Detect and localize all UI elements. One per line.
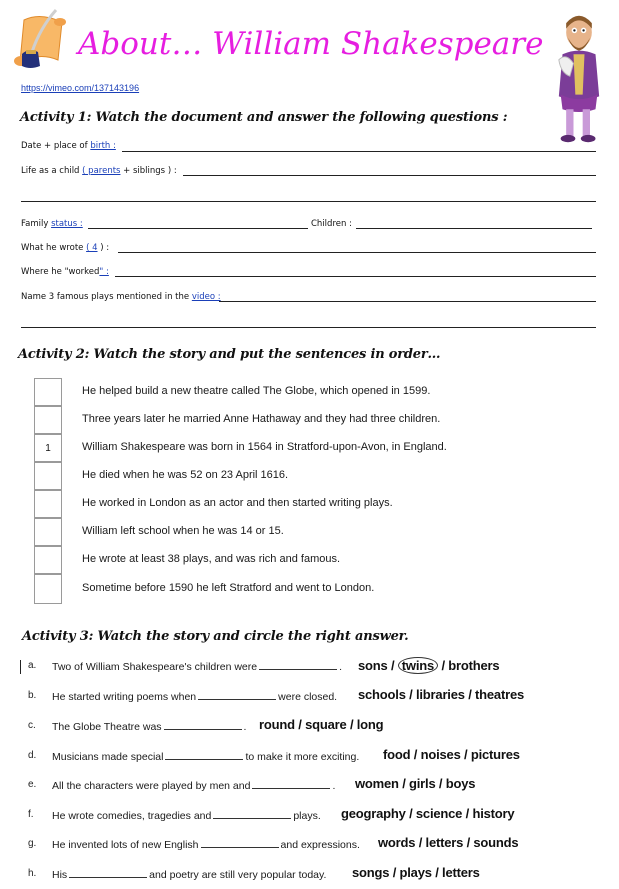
- order-box[interactable]: [34, 378, 62, 406]
- question-children: Children :: [311, 219, 352, 229]
- item-sentence: He wrote comedies, tragedies and plays.: [52, 810, 321, 822]
- item-sentence: All the characters were played by men and .: [52, 780, 336, 792]
- order-box[interactable]: [34, 462, 62, 490]
- question-family-status: Family status :: [21, 219, 83, 229]
- order-sentence: Sometime before 1590 he left Stratford and went to London.: [82, 582, 375, 594]
- answer-option[interactable]: letters: [425, 835, 464, 850]
- answer-option[interactable]: libraries: [415, 687, 465, 702]
- order-sentence: Three years later he married Anne Hathaway and they had three children.: [82, 413, 441, 425]
- answer-options: women / girls / boys: [355, 776, 476, 791]
- answer-line-children[interactable]: [356, 228, 592, 229]
- question-what-wrote: What he wrote ( 4 ) :: [21, 243, 110, 253]
- order-sentence: William left school when he was 14 or 15.: [82, 525, 284, 537]
- item-sentence: The Globe Theatre was .: [52, 721, 247, 733]
- order-sentence: William Shakespeare was born in 1564 in Stratford-upon-Avon, in England.: [82, 441, 447, 453]
- item-sentence: He started writing poems when were closed.: [52, 691, 338, 703]
- item-label: a.: [28, 660, 37, 671]
- item-label: e.: [28, 779, 37, 790]
- answer-line-family-status[interactable]: [88, 228, 308, 229]
- order-sentence: He helped build a new theatre called The Globe, which opened in 1599.: [82, 385, 431, 397]
- answer-options: food / noises / pictures: [383, 747, 520, 762]
- item-sentence: Musicians made special to make it more exciting.: [52, 751, 360, 763]
- item-sentence: His and poetry are still very popular today.: [52, 869, 327, 881]
- order-sentence: He worked in London as an actor and then started writing plays.: [82, 497, 393, 509]
- order-box[interactable]: 1: [34, 434, 62, 462]
- order-box[interactable]: [34, 406, 62, 434]
- question-childhood: Life as a child ( parents + siblings ) :: [21, 166, 177, 176]
- question-famous-plays: Name 3 famous plays mentioned in the video :: [21, 292, 221, 302]
- item-sentence: Two of William Shakespeare's children were .: [52, 661, 343, 673]
- answer-options: sons / twins / brothers: [358, 658, 500, 673]
- item-sentence: He invented lots of new English and expressions.: [52, 839, 360, 851]
- order-box[interactable]: [34, 490, 62, 518]
- answer-options: songs / plays / letters: [352, 865, 480, 880]
- text-cursor: [20, 660, 21, 674]
- shakespeare-character-icon: [546, 6, 612, 152]
- answer-options: words / letters / sounds: [378, 835, 519, 850]
- order-sentence: He wrote at least 38 plays, and was rich and famous.: [82, 553, 341, 565]
- answer-options: round / square / long: [259, 717, 384, 732]
- answer-option[interactable]: square: [305, 717, 347, 732]
- answer-option[interactable]: science: [415, 806, 463, 821]
- answer-line-childhood-2[interactable]: [21, 201, 596, 202]
- item-label: d.: [28, 750, 37, 761]
- answer-line-famous-plays[interactable]: [219, 301, 596, 302]
- question-birth: Date + place of birth :: [21, 141, 116, 151]
- circled-answer[interactable]: twins: [398, 657, 438, 674]
- answer-line-birth[interactable]: [122, 151, 596, 152]
- activity2-heading: Activity 2: Watch the story and put the sentences in order…: [18, 347, 441, 362]
- order-box[interactable]: [34, 546, 62, 574]
- question-where-worked: Where he "worked" :: [21, 267, 109, 277]
- answer-option[interactable]: noises: [420, 747, 461, 762]
- activity3-heading: Activity 3: Watch the story and circle the right answer.: [22, 629, 409, 644]
- scroll-quill-icon: [10, 8, 70, 74]
- answer-line-childhood[interactable]: [183, 175, 596, 176]
- answer-line-where-worked[interactable]: [115, 276, 596, 277]
- activity1-heading: Activity 1: Watch the document and answer the following questions :: [20, 110, 508, 125]
- item-label: f.: [28, 809, 34, 820]
- answer-line-what-wrote[interactable]: [118, 252, 596, 253]
- answer-option[interactable]: plays: [399, 865, 432, 880]
- page-title: About… William Shakespeare: [78, 26, 544, 62]
- answer-options: schools / libraries / theatres: [358, 687, 525, 702]
- item-label: c.: [28, 720, 36, 731]
- item-label: h.: [28, 868, 37, 879]
- video-link[interactable]: https://vimeo.com/137143196: [21, 83, 140, 93]
- item-label: g.: [28, 838, 37, 849]
- answer-options: geography / science / history: [341, 806, 515, 821]
- item-label: b.: [28, 690, 37, 701]
- answer-option[interactable]: girls: [409, 776, 436, 791]
- order-box[interactable]: [34, 574, 62, 604]
- order-sentence: He died when he was 52 on 23 April 1616.: [82, 469, 289, 481]
- order-box[interactable]: [34, 518, 62, 546]
- answer-line-famous-plays-2[interactable]: [21, 327, 596, 328]
